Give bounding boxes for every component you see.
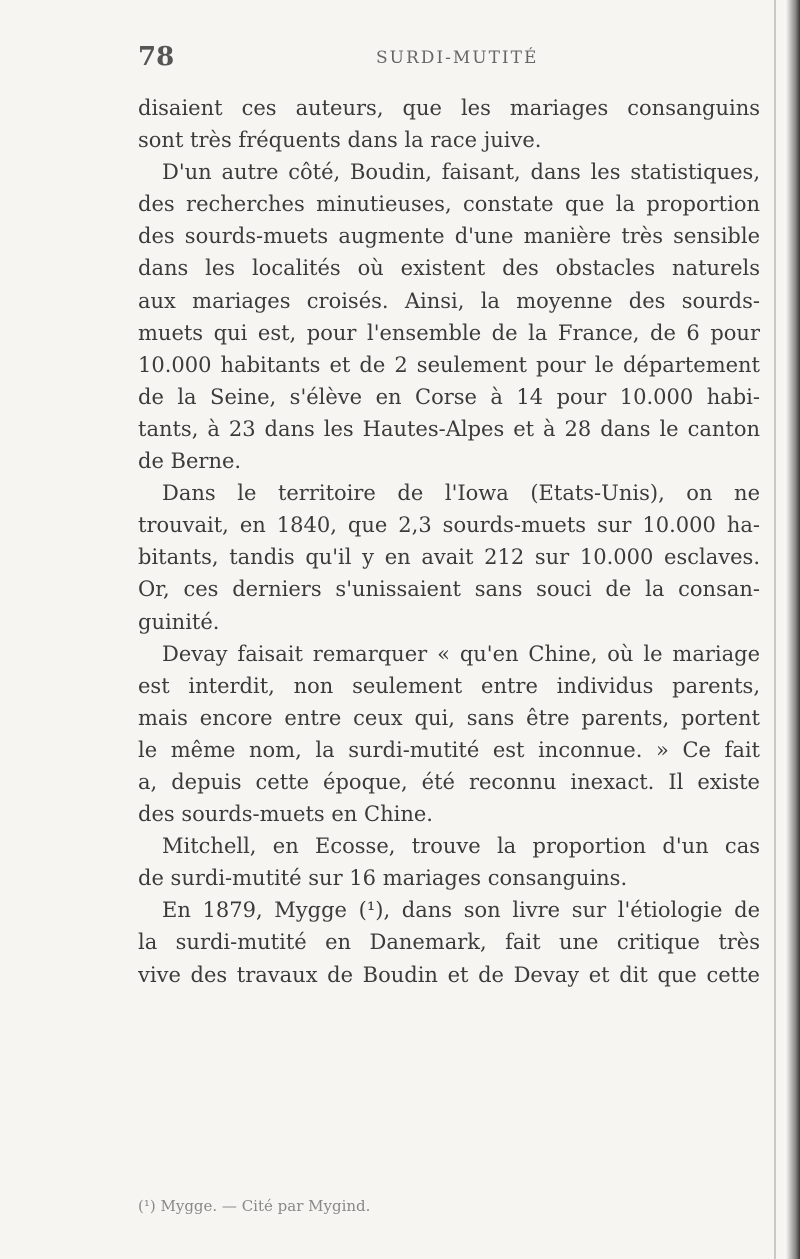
text-line: Dans le territoire de l'Iowa (Etats-Unis), on ne [162,481,760,506]
text-line: Or, ces derniers s'unissaient sans souci de la consan- [138,577,760,602]
text-line: a, depuis cette époque, été reconnu inexact. Il existe [138,769,760,794]
text-line: de Berne. [138,449,242,474]
text-line: trouvait, en 1840, que 2,3 sourds-muets sur 10.000 ha- [138,513,760,538]
page-header [138,42,758,72]
running-head: SURDI-MUTITÉ [376,48,539,68]
text-line: aux mariages croisés. Ainsi, la moyenne des sourds- [138,288,760,313]
text-line: dans les localités où existent des obstacles naturels [138,256,760,281]
text-line: muets qui est, pour l'ensemble de la France, de 6 pour [138,320,760,345]
text-line: des recherches minutieuses, constate que la proportion [138,192,760,217]
text-line: des sourds-muets augmente d'une manière très sensible [138,224,760,249]
text-line: de surdi-mutité sur 16 mariages consanguins. [138,866,628,891]
footnote: (¹) Mygge. — Cité par Mygind. [138,1197,371,1215]
text-line: bitants, tandis qu'il y en avait 212 sur 10.000 esclaves. [138,545,760,570]
text-line: Mitchell, en Ecosse, trouve la proportion d'un cas [162,834,760,859]
text-line: la surdi-mutité en Danemark, fait une critique très [138,930,760,955]
page-number: 78 [138,42,175,72]
text-line: disaient ces auteurs, que les mariages consanguins [138,96,760,120]
text-line: vive des travaux de Boudin et de Devay et dit que cette [138,962,760,987]
text-line: est interdit, non seulement entre individus parents, [138,673,760,698]
text-line: 10.000 habitants et de 2 seulement pour le département [138,352,760,377]
text-line: tants, à 23 dans les Hautes-Alpes et à 28 dans le canton [138,416,760,441]
text-line: sont très fréquents dans la race juive. [138,128,542,153]
text-line: guinité. [138,609,220,634]
text-line: Devay faisait remarquer « qu'en Chine, où le mariage [162,641,760,666]
text-line: D'un autre côté, Boudin, faisant, dans les statistiques, [162,160,760,185]
text-line: le même nom, la surdi-mutité est inconnue. » Ce fait [138,737,760,762]
body-text [138,92,760,991]
text-line: mais encore entre ceux qui, sans être parents, portent [138,705,760,730]
text-line: des sourds-muets en Chine. [138,802,433,827]
page-fold-line [774,0,776,1259]
page-edge-shadow [786,0,800,1259]
text-line: En 1879, Mygge (¹), dans son livre sur l'étiologie de [162,898,760,923]
text-line: de la Seine, s'élève en Corse à 14 pour 10.000 habi- [138,384,760,409]
